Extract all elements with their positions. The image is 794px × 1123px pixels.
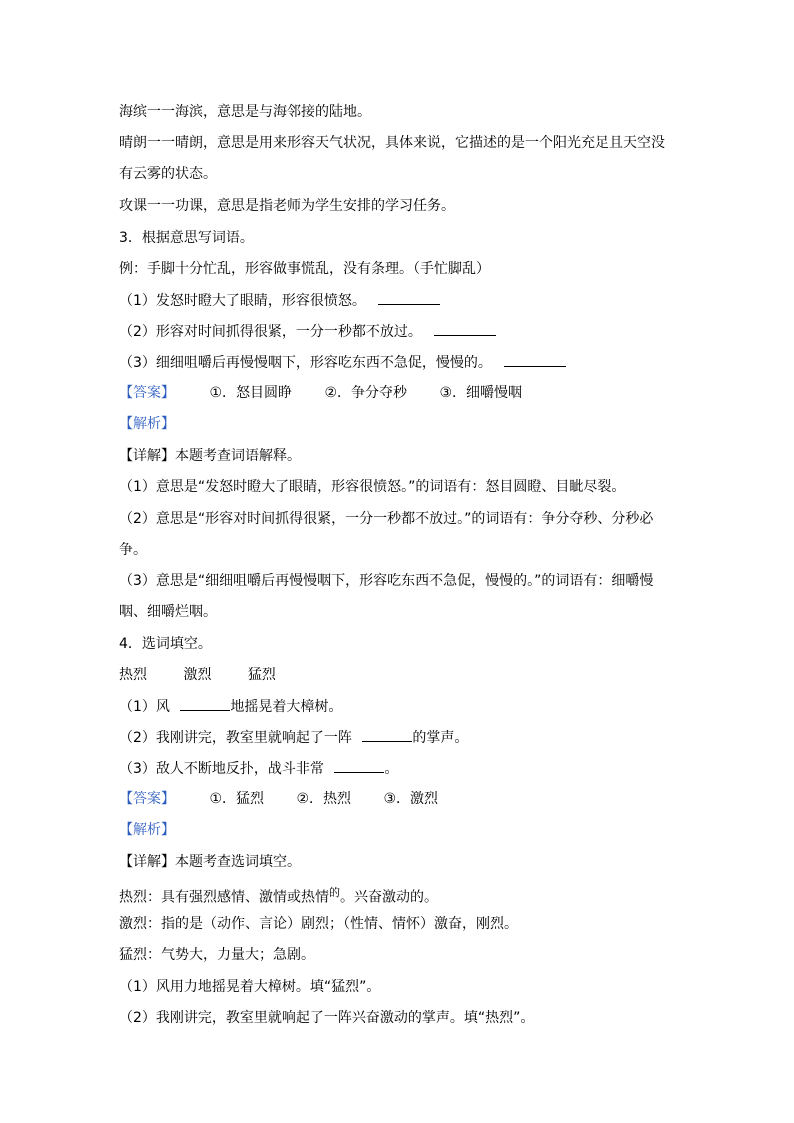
definition-sup: 的 [329,886,340,899]
detail-line: 【详解】本题考查词语解释。 [119,448,301,464]
item-text: 地摇晃着大樟树。 [230,699,343,715]
answer-item: ①．怒目圆睁 [209,385,293,401]
text-line: 攻课一一功课，意思是指老师为学生安排的学习任务。 [119,198,455,214]
definition-text: 热烈：具有强烈感情、激情或热情 [119,889,329,906]
item-text: （3）敌人不断地反扑，战斗非常 [119,761,324,777]
explanation-line: （1）意思是“发怒时瞪大了眼睛，形容很愤怒。”的词语有：怒目圆瞪、目眦尽裂。 [119,479,626,495]
answer-item: ①．猛烈 [209,791,265,807]
item-text: （1）发怒时瞪大了眼睛，形容很愤怒。 [119,293,366,309]
item-text: （1）风 [119,699,170,715]
text-line: 晴朗一一晴朗，意思是用来形容天气状况，具体来说，它描述的是一个阳光充足且天空没 [119,135,665,151]
detail-line: 【详解】本题考查选词填空。 [119,854,301,870]
question-title: 3．根据意思写词语。 [119,230,254,246]
answer-blank [362,727,412,742]
word-option: 热烈 [119,667,147,683]
answer-line [119,383,522,403]
definition-text: 。兴奋激动的。 [340,889,438,906]
word-option: 激烈 [183,667,212,683]
word-option: 猛烈 [247,667,276,683]
answer-blank [434,321,496,336]
item-text: （2）我刚讲完，教室里就响起了一阵 [119,730,352,746]
explanation-line: （2）意思是“形容对时间抓得很紧，一分一秒都不放过。”的词语有：争分夺秒、分秒必 [119,511,654,527]
analysis-tag: 【解析】 [119,822,175,838]
question-title: 4．选词填空。 [119,636,212,652]
answer-tag: 【答案】 [119,385,175,401]
explanation-line: 咽、细嚼烂咽。 [119,604,217,620]
example-line: 例：手脚十分忙乱，形容做事慌乱，没有条理。（手忙脚乱） [119,261,490,277]
answer-item: ②．热烈 [296,791,352,807]
explanation-line: 争。 [119,542,147,558]
question-item [119,758,398,779]
definition-line: 激烈：指的是（动作、言论）剧烈；（性情、情怀）激奋，刚烈。 [119,916,518,932]
text-line: 有云雾的状态。 [119,166,217,182]
definition-line: 猛烈：气势大，力量大；急剧。 [119,947,315,963]
explanation-line: （2）我刚讲完，教室里就响起了一阵兴奋激动的掌声。填“热烈”。 [119,1010,535,1026]
answer-item: ③．细嚼慢咽 [439,385,523,401]
question-item [119,696,342,717]
question-item [119,321,496,342]
text-line: 海缤一一海滨，意思是与海邻接的陆地。 [119,104,371,120]
question-item [119,352,566,373]
answer-blank [378,290,440,305]
question-item [119,727,468,748]
explanation-line: （3）意思是“细细咀嚼后再慢慢咽下，形容吃东西不急促，慢慢的。”的词语有：细嚼慢 [119,573,654,589]
word-options [119,665,276,685]
answer-blank [180,696,230,711]
answer-item: ②．争分夺秒 [324,385,408,401]
item-text: 的掌声。 [412,730,469,746]
answer-item: ③．激烈 [383,791,439,807]
item-text: 。 [384,761,399,777]
definition-line [119,883,438,908]
question-item [119,290,440,311]
item-text: （3）细细咀嚼后再慢慢咽下，形容吃东西不急促，慢慢的。 [119,355,492,371]
answer-tag: 【答案】 [119,791,175,807]
explanation-line: （1）风用力地摇晃着大樟树。填“猛烈”。 [119,979,381,995]
answer-blank [504,352,566,367]
item-text: （2）形容对时间抓得很紧，一分一秒都不放过。 [119,324,422,340]
analysis-tag: 【解析】 [119,416,175,432]
answer-line [119,789,438,809]
answer-blank [334,758,384,773]
